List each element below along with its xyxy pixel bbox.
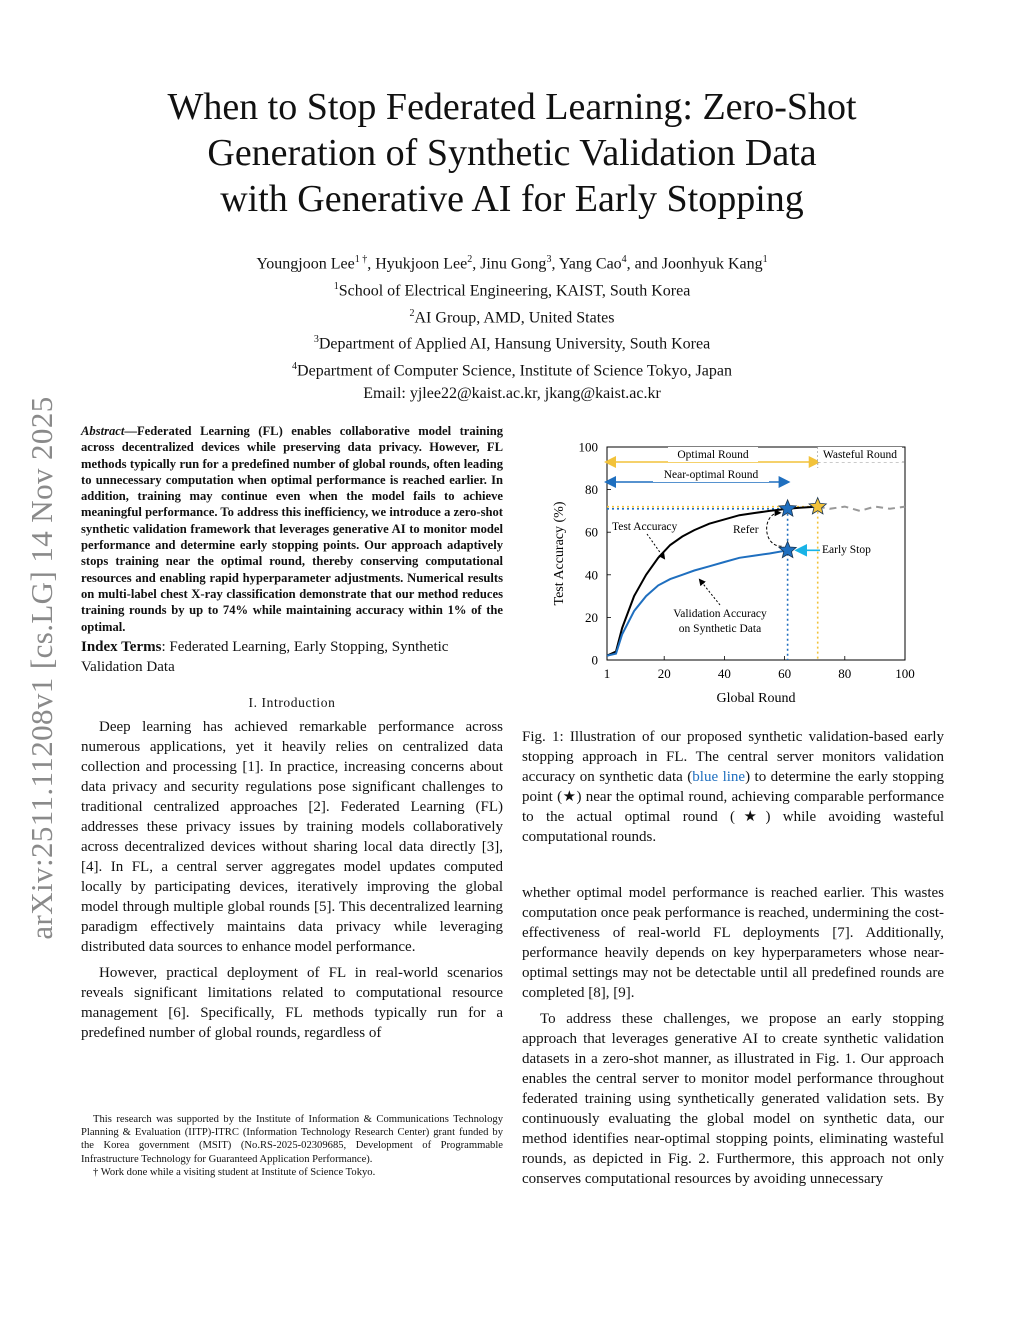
series-validation-accuracy-line [607, 550, 788, 655]
intro-paragraph-2: However, practical deployment of FL in real-world scenarios reveals significant limitations related to computational resource management [6]. Specifically, FL methods typically run for a predefined number of global rounds, regardless of [81, 964, 503, 1041]
index-terms [81, 637, 503, 677]
abstract-label: Abstract [81, 424, 125, 438]
y-tick-label: 80 [585, 482, 598, 498]
footnote-funding: This research was supported by the Institute of Information & Communications Technology Planning & Evaluation (IITP)-ITRC (Information Technology Research Center) grant funded by the Korea government (MSIT) (No.RS-2025-02309685, Development of Programmable Infrastructure Technology for Guaranteed Application Performance). [81, 1114, 503, 1165]
abstract [81, 423, 503, 635]
x-tick-label: 100 [895, 666, 915, 681]
test-accuracy-pointer [647, 534, 664, 558]
paper-title [110, 84, 914, 222]
arxiv-identifier: arXiv:2511.11208v1 [cs.LG] 14 Nov 2025 [24, 396, 59, 940]
x-tick-label: 1 [603, 666, 611, 681]
early-stop-star-test [779, 500, 796, 516]
test-accuracy-annotation: Test Accuracy [612, 521, 678, 533]
left-column [81, 423, 503, 1049]
section-heading-introduction: I. Introduction [248, 694, 336, 710]
caption-blue-line: blue line [692, 769, 746, 785]
title-line-3: with Generative AI for Early Stopping [220, 178, 804, 220]
x-tick-label: 80 [838, 666, 852, 681]
right-paragraph-2: To address these challenges, we propose an early stopping approach that leverages generative AI to create synthetic validation datasets in a zero-shot manner, as illustrated in Fig. 1. Our approach enables the central server to monitor model performance throughout federated training using synthetically generated validation sets. By continuously evaluating the global model on synthetic data, our method identifies near-optimal stopping points, eliminating wasteful rounds, as depicted in Fig. 2. Furthermore, this approach not only conserves computational resources by avoiding unnecessary [522, 1011, 944, 1187]
x-tick-label: 60 [778, 666, 792, 681]
validation-annotation-line-2: on Synthetic Data [678, 623, 762, 635]
y-tick-label: 0 [591, 652, 598, 668]
near-optimal-round-label: Near-optimal Round [663, 469, 759, 481]
validation-annotation-line-1: Validation Accuracy [673, 608, 767, 620]
intro-paragraph-1: Deep learning has achieved remarkable performance across numerous applications, yet it heavily relies on centralized data collection and processing [1]. In practice, increasing concerns about data privacy and security regulations pose significant challenges to traditional centralized approaches [2]. Federated Learning (FL) addresses these privacy issues by training models collaboratively across decentralized devices without sharing local data directly [3], [4]. In FL, a central server aggregates model updates computed locally by participating devices, iteratively improving the global model through multiple global rounds [5]. This decentralized learning paradigm effectively maintains data privacy while leveraging distributed data sources to enhance model performance. [81, 718, 503, 955]
abstract-text: —Federated Learning (FL) enables collaborative model training across decentralized devices while preserving data privacy. However, FL methods typically run for a predefined number of global rounds, often leading to unnecessary computation when optimal performance is reached earlier. In addition, training may continue even when the model fails to achieve meaningful performance. To address this inefficiency, we introduce a zero-shot synthetic validation framework that leverages generative AI to monitor model performance and determine early stopping points. Our approach adaptively stops training near the optimal round, thereby conserving computational resources and enabling rapid hyperparameter adjustments. Numerical results on multi-label chest X-ray classification demonstrate that our method reduces training rounds by up to 74% while maintaining accuracy within 1% of the optimal. [81, 424, 503, 634]
x-tick-label: 40 [717, 666, 731, 681]
y-tick-label: 60 [585, 524, 598, 540]
y-axis-label: Test Accuracy (%) [552, 501, 567, 606]
title-line-1: When to Stop Federated Learning: Zero-Shot [167, 86, 857, 128]
author-block [120, 249, 904, 406]
x-axis-label: Global Round [716, 691, 796, 706]
y-tick-label: 20 [585, 609, 598, 625]
index-terms-label: Index Terms [81, 638, 162, 655]
optimal-round-label: Optimal Round [677, 449, 749, 461]
refer-arrow [767, 513, 782, 547]
wasteful-round-label: Wasteful Round [822, 449, 898, 461]
author-names: Youngjoon Lee$^{1 \dagger}$, Hyukjoon Lee$^2$, Jinu Gong$^3$, Yang Cao$^4$, and Joonhyuk Kang$^1$ [256, 254, 768, 273]
index-terms-text: : Federated Learning, Early Stopping, Synthetic Validation Data [81, 638, 449, 675]
right-column-body [522, 883, 944, 1195]
affiliation-3: $^3$Department of Applied AI, Hansung University, South Korea [313, 334, 711, 353]
footnote-dagger: † Work done while a visiting student at Institute of Science Tokyo. [93, 1166, 376, 1178]
x-tick-label: 20 [657, 666, 671, 681]
email-line: Email: yjlee22@kaist.ac.kr, jkang@kaist.ac.kr [363, 385, 661, 403]
refer-annotation: Refer [733, 524, 759, 536]
affiliation-4: $^4$Department of Computer Science, Institute of Science Tokyo, Japan [292, 361, 732, 380]
early-stop-annotation: Early Stop [822, 544, 871, 556]
optimal-round-star [809, 498, 826, 514]
title-line-2: Generation of Synthetic Validation Data [207, 132, 817, 174]
footnotes [81, 1113, 503, 1179]
figure-1-chart [540, 430, 940, 715]
series-test-accuracy-wasteful-line [818, 507, 905, 511]
right-paragraph-1: whether optimal model performance is reached earlier. This wastes computation once peak performance is reached, undermining the cost-effectiveness of real-world FL deployments [7]. Additionally, performance heavily depends on key hyperparameters whose near-optimal settings may not be detectable until all predefined rounds are completed [8], [9]. [522, 885, 944, 1001]
figure-1-caption: Fig. 1: Illustration of our proposed synthetic validation-based early stopping approach in FL. The central server monitors validation accuracy on synthetic data (blue line) to determine the early stopping point (★) near the optimal round, achieving comparable performance to the actual optimal round (★) while avoiding wasteful computational rounds. [522, 729, 945, 845]
validation-pointer [700, 580, 720, 605]
affiliation-2: $^2$AI Group, AMD, United States [409, 307, 615, 326]
affiliation-1: $^1$School of Electrical Engineering, KAIST, South Korea [333, 280, 691, 300]
y-tick-label: 40 [585, 567, 598, 583]
y-tick-label: 100 [578, 439, 598, 455]
